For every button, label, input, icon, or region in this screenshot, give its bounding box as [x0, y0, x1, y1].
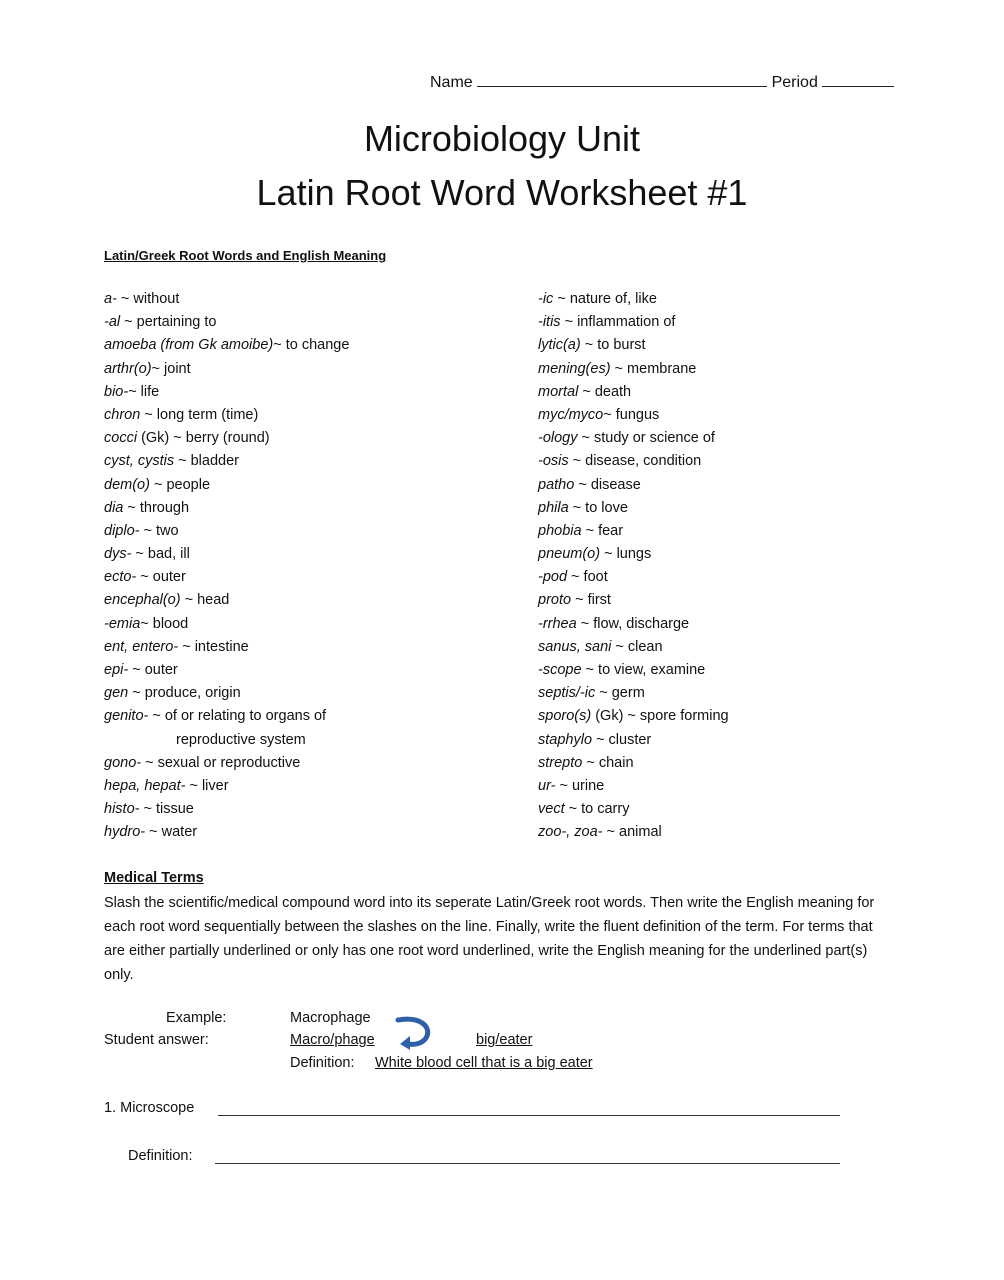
root-entry	[104, 311, 349, 334]
root-meaning: (Gk) ~ spore forming	[591, 708, 729, 725]
curved-arrow-icon	[394, 1014, 434, 1050]
root-word: arthr(o)	[104, 360, 152, 377]
root-entry	[104, 381, 349, 404]
name-period-line	[430, 74, 894, 92]
root-entry	[538, 613, 729, 636]
name-label: Name	[430, 74, 473, 91]
root-entry	[538, 543, 729, 566]
root-word: sporo(s)	[538, 708, 592, 725]
root-entry	[538, 821, 729, 844]
question-1-label: 1. Microscope	[104, 1100, 195, 1116]
root-meaning: ~ intestine	[178, 638, 249, 655]
root-meaning: ~ water	[145, 824, 198, 841]
root-word: -ic	[538, 291, 554, 307]
root-word: zoo-, zoa-	[538, 824, 603, 841]
root-entry	[538, 497, 729, 520]
root-word: ecto-	[104, 569, 137, 586]
root-word: sanus, sani	[538, 638, 612, 655]
root-meaning: ~ urine	[555, 777, 605, 794]
root-word: dys-	[104, 546, 132, 563]
root-entry	[538, 381, 729, 404]
period-label: Period	[771, 74, 818, 91]
root-entry	[538, 752, 729, 775]
root-meaning: ~ life	[128, 383, 160, 400]
root-word: hydro-	[104, 824, 146, 841]
root-word: -al	[104, 314, 121, 331]
root-entry	[104, 566, 349, 589]
root-word: ur-	[538, 777, 556, 794]
root-entry	[104, 474, 349, 497]
root-word: amoeba (from Gk amoibe)	[104, 337, 274, 354]
root-meaning: ~ blood	[140, 615, 189, 632]
root-entry	[538, 474, 729, 497]
name-field[interactable]	[477, 74, 767, 87]
root-meaning: ~ head	[180, 592, 230, 609]
root-word: myc/myco	[538, 406, 604, 423]
root-word: -pod	[538, 569, 568, 586]
root-word: cyst, cystis	[104, 453, 175, 470]
root-entry	[538, 311, 729, 334]
student-answer-value: Macro/phage	[290, 1032, 375, 1048]
root-entry	[104, 288, 349, 311]
root-meaning: ~ to love	[568, 499, 628, 516]
root-word: strepto	[538, 754, 583, 771]
root-meaning: ~ membrane	[610, 360, 697, 377]
root-meaning: ~ joint	[151, 360, 191, 377]
root-meaning: ~ bladder	[174, 453, 239, 470]
root-meaning: ~ produce, origin	[128, 685, 241, 702]
root-entry	[104, 427, 349, 450]
root-entry	[538, 450, 729, 473]
root-meaning: (Gk) ~ berry (round)	[137, 430, 270, 447]
root-meaning: ~ bad, ill	[131, 546, 190, 563]
root-entry	[104, 334, 349, 357]
root-word: gono-	[104, 754, 142, 771]
root-meaning: ~ foot	[567, 569, 608, 586]
root-word: -itis	[538, 314, 561, 331]
root-meaning: ~ animal	[602, 824, 662, 841]
root-meaning: ~ tissue	[139, 801, 194, 818]
root-meaning: ~ outer	[128, 662, 178, 678]
root-word: histo-	[104, 801, 140, 818]
root-meaning: ~ liver	[185, 777, 229, 794]
root-entry	[538, 566, 729, 589]
root-entry	[538, 288, 729, 311]
student-answer-label: Student answer:	[104, 1032, 209, 1048]
answer-meaning-value: big/eater	[476, 1032, 533, 1048]
root-entry	[104, 659, 349, 682]
roots-list-left	[104, 288, 349, 845]
root-meaning: ~ without	[116, 291, 180, 307]
root-entry	[104, 705, 349, 728]
root-word: gen	[104, 685, 129, 702]
page-title-line2: Latin Root Word Worksheet #1	[256, 172, 748, 213]
root-meaning: ~ outer	[136, 569, 186, 586]
root-entry	[104, 497, 349, 520]
root-entry	[104, 752, 349, 775]
instructions-text: Slash the scientific/medical compound word into its seperate Latin/Greek root words. Then write the English meaning for each root word sequentially between the slashes on the line. Finally, write the fluent definition of the term. For terms that are either partially underlined or only has one root word underlined, write the English meaning for the underlined part(s) only.	[104, 895, 875, 983]
root-entry	[538, 775, 729, 798]
root-entry	[104, 543, 349, 566]
root-meaning: ~ death	[578, 383, 632, 400]
root-meaning: ~ to burst	[580, 337, 646, 354]
root-meaning: ~ through	[123, 499, 190, 516]
root-entry	[104, 589, 349, 612]
root-entry	[104, 798, 349, 821]
root-entry	[104, 358, 349, 381]
root-word: mortal	[538, 383, 579, 400]
root-meaning: ~ germ	[595, 685, 645, 702]
root-word: phila	[538, 499, 569, 516]
root-meaning: ~ flow, discharge	[576, 615, 690, 632]
root-entry	[538, 682, 729, 705]
root-word: chron	[104, 406, 141, 423]
root-word: hepa, hepat-	[104, 777, 186, 794]
root-meaning: ~ disease	[574, 476, 641, 493]
root-word: pneum(o)	[538, 546, 601, 563]
root-meaning: ~ chain	[582, 754, 634, 771]
root-entry	[538, 729, 729, 752]
root-entry	[538, 589, 729, 612]
root-word: genito-	[104, 708, 149, 725]
root-word: dia	[104, 499, 124, 516]
root-meaning: ~ fear	[581, 522, 624, 539]
root-meaning: ~ disease, condition	[568, 453, 702, 470]
root-entry	[104, 775, 349, 798]
root-word: cocci	[104, 430, 138, 447]
root-word: ent, entero-	[104, 638, 179, 655]
root-meaning: ~ sexual or reproductive	[141, 754, 301, 771]
example-word: Macrophage	[290, 1010, 371, 1026]
page-title-line1: Microbiology Unit	[363, 118, 641, 159]
root-word: mening(es)	[538, 360, 611, 377]
root-meaning: ~ two	[139, 522, 179, 539]
root-word: -scope	[538, 662, 582, 678]
root-word: epi-	[104, 662, 129, 678]
root-meaning: ~ nature of, like	[553, 291, 657, 307]
root-word: a-	[104, 291, 117, 307]
root-word: -rrhea	[538, 615, 577, 632]
question-1-definition-label: Definition:	[128, 1148, 193, 1164]
roots-section-heading: Latin/Greek Root Words and English Meaning	[104, 248, 387, 263]
root-entry	[104, 450, 349, 473]
root-meaning: ~ of or relating to organs of	[148, 708, 327, 725]
root-entry	[538, 636, 729, 659]
root-word: staphylo	[538, 731, 593, 748]
root-word: vect	[538, 801, 565, 818]
root-word: -emia	[104, 615, 141, 632]
root-meaning: reproductive system	[176, 731, 306, 748]
medical-terms-heading: Medical Terms	[104, 870, 204, 886]
root-entry	[104, 682, 349, 705]
root-meaning: ~ to change	[273, 337, 350, 354]
root-word: phobia	[538, 522, 582, 539]
example-label: Example:	[166, 1010, 227, 1026]
root-meaning: ~ to view, examine	[581, 662, 706, 678]
question-1-answer-line[interactable]	[218, 1115, 840, 1116]
root-entry	[104, 636, 349, 659]
root-word: -osis	[538, 453, 569, 470]
root-entry	[538, 798, 729, 821]
root-word: dem(o)	[104, 476, 150, 493]
root-meaning: ~ clean	[611, 638, 663, 655]
root-entry	[104, 729, 349, 752]
root-meaning: ~ people	[149, 476, 211, 493]
root-word: lytic(a)	[538, 337, 581, 354]
root-meaning: ~ cluster	[592, 731, 652, 748]
root-entry	[538, 404, 729, 427]
root-meaning: ~ long term (time)	[140, 406, 259, 423]
root-meaning: ~ pertaining to	[120, 314, 217, 331]
root-word: proto	[538, 592, 572, 609]
root-entry	[538, 358, 729, 381]
root-word: encephal(o)	[104, 592, 181, 609]
root-meaning: ~ inflammation of	[560, 314, 676, 331]
root-meaning: ~ study or science of	[577, 430, 715, 447]
definition-value: White blood cell that is a big eater	[375, 1055, 593, 1071]
root-entry	[104, 821, 349, 844]
root-word: diplo-	[104, 522, 140, 539]
root-word: patho	[538, 476, 575, 493]
root-entry	[538, 705, 729, 728]
roots-list-right	[538, 288, 729, 845]
period-field[interactable]	[822, 74, 894, 87]
definition-label: Definition:	[290, 1055, 355, 1071]
root-word: bio-	[104, 383, 129, 400]
root-meaning: ~ to carry	[564, 801, 630, 818]
root-entry	[538, 659, 729, 682]
root-entry	[104, 520, 349, 543]
root-entry	[104, 613, 349, 636]
question-1-definition-line[interactable]	[215, 1163, 840, 1164]
root-entry	[538, 427, 729, 450]
root-meaning: ~ lungs	[600, 546, 652, 563]
root-meaning: ~ fungus	[603, 406, 660, 423]
root-entry	[538, 520, 729, 543]
root-entry	[104, 404, 349, 427]
root-word: septis/-ic	[538, 685, 596, 702]
root-word: -ology	[538, 430, 578, 447]
root-meaning: ~ first	[571, 592, 611, 609]
root-entry	[538, 334, 729, 357]
